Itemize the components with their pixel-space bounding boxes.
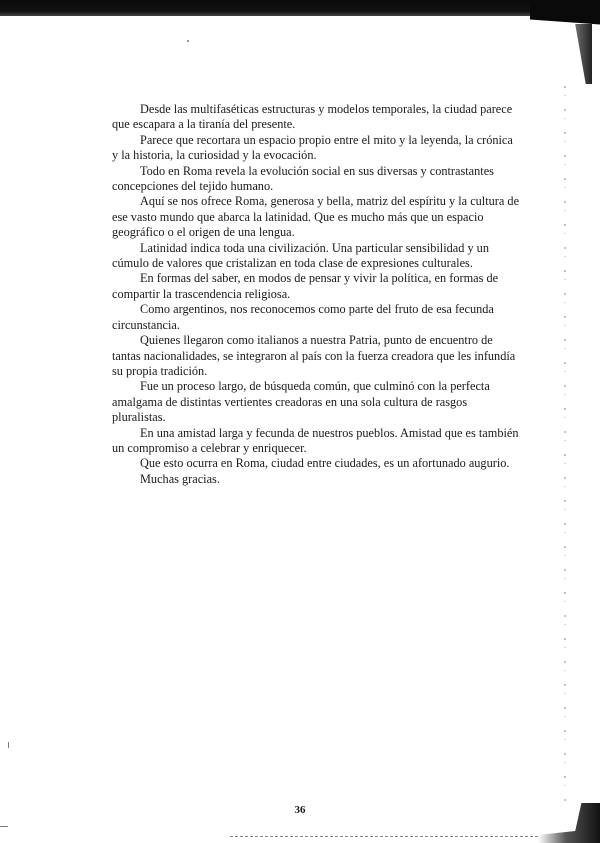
paragraph: Fue un proceso largo, de búsqueda común, que culminó con la perfecta amalgama de distintas vertientes creadoras en una sola cultura de rasgos pluralistas. bbox=[112, 379, 490, 425]
paragraph: Quienes llegaron como italianos a nuestra Patria, punto de encuentro de tantas nacionalidades, se integraron al país con la fuerza creadora que les infundía su propia tradición. bbox=[112, 333, 516, 378]
body-text bbox=[112, 102, 520, 487]
paragraph: Todo en Roma revela la evolución social en sus diversas y contrastantes concepciones del tejido humano. bbox=[112, 163, 494, 194]
scan-dot bbox=[187, 40, 189, 42]
paragraph: Latinidad indica toda una civilización. Una particular sensibilidad y un cúmulo de valores que cristalizan en toda clase de expresiones culturales. bbox=[112, 240, 489, 271]
paragraph: Que esto ocurra en Roma, ciudad entre ciudades, es un afortunado augurio. bbox=[140, 456, 510, 471]
page-curl-shadow bbox=[550, 24, 592, 84]
paragraph: Aquí se nos ofrece Roma, generosa y bella, matriz del espíritu y la cultura de ese vasto mundo que abarca la latinidad. Que es mucho más que un espacio geográfico o el origen de una lengua. bbox=[112, 194, 520, 240]
page-number: 36 bbox=[294, 804, 306, 816]
paragraph: En una amistad larga y fecunda de nuestros pueblos. Amistad que es también un compromiso a celebrar y enriquecer. bbox=[112, 425, 519, 455]
paragraph: En formas del saber, en modos de pensar y vivir la política, en formas de compartir la trascendencia religiosa. bbox=[112, 271, 499, 301]
paragraph: Desde las multifaséticas estructuras y modelos temporales, la ciudad parece que escapara a la tiranía del presente. bbox=[112, 102, 513, 132]
scan-dot bbox=[8, 742, 9, 748]
scan-dot bbox=[0, 826, 8, 827]
scan-bottom-edge bbox=[230, 836, 540, 837]
scan-speckle bbox=[564, 86, 566, 806]
paragraph: Parece que recortara un espacio propio entre el mito y la leyenda, la crónica y la historia, la curiosidad y la evocación. bbox=[112, 132, 513, 163]
paragraph: Muchas gracias. bbox=[140, 471, 220, 486]
paragraph: Como argentinos, nos reconocemos como parte del fruto de esa fecunda circunstancia. bbox=[112, 302, 494, 332]
scan-right-edge bbox=[542, 16, 600, 843]
scan-top-border bbox=[0, 0, 600, 16]
